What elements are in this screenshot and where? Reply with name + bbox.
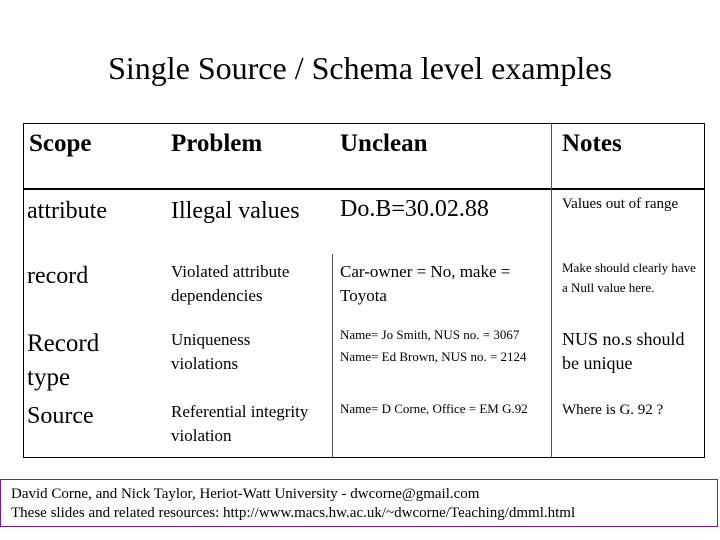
row4-notes: Where is G. 92 ?	[562, 402, 664, 418]
row1-unclean: Do.B=30.02.88	[340, 196, 489, 222]
header-notes: Notes	[562, 130, 622, 157]
row2-unclean: Car-owner = No, make = Toyota	[340, 262, 511, 305]
header-divider	[24, 188, 704, 190]
slide-title: Single Source / Schema level examples	[108, 50, 612, 86]
row1-notes: Values out of range	[562, 196, 679, 212]
row2-scope: record	[27, 263, 89, 289]
footer-resources-line: These slides and related resources: http://www.macs.hw.ac.uk/~dwcorne/Teaching/dmml.html	[11, 505, 576, 521]
row4-problem: Referential integrity violation	[171, 402, 309, 445]
row3-scope: Record type	[27, 330, 100, 391]
row3-notes: NUS no.s should be unique	[562, 329, 685, 373]
row2-problem: Violated attribute dependencies	[171, 262, 290, 305]
row3-problem: Uniqueness violations	[171, 330, 251, 373]
row1-scope: attribute	[27, 198, 107, 224]
row3-unclean: Name= Jo Smith, NUS no. = 3067 Name= Ed Brown, NUS no. = 2124	[340, 327, 527, 364]
column-divider-1	[332, 254, 333, 457]
row1-problem: Illegal values	[171, 198, 300, 224]
header-problem: Problem	[171, 130, 263, 157]
header-unclean: Unclean	[340, 130, 428, 157]
footer-author-line: David Corne, and Nick Taylor, Heriot-Watt University - dwcorne@gmail.com	[11, 486, 480, 502]
column-divider-2	[551, 124, 552, 457]
row4-scope: Source	[27, 403, 94, 429]
row4-unclean: Name= D Corne, Office = EM G.92	[340, 401, 528, 416]
row2-notes: Make should clearly have a Null value here.	[562, 260, 696, 295]
header-scope: Scope	[29, 130, 92, 157]
examples-table	[23, 123, 705, 458]
footer-credits	[0, 479, 718, 527]
